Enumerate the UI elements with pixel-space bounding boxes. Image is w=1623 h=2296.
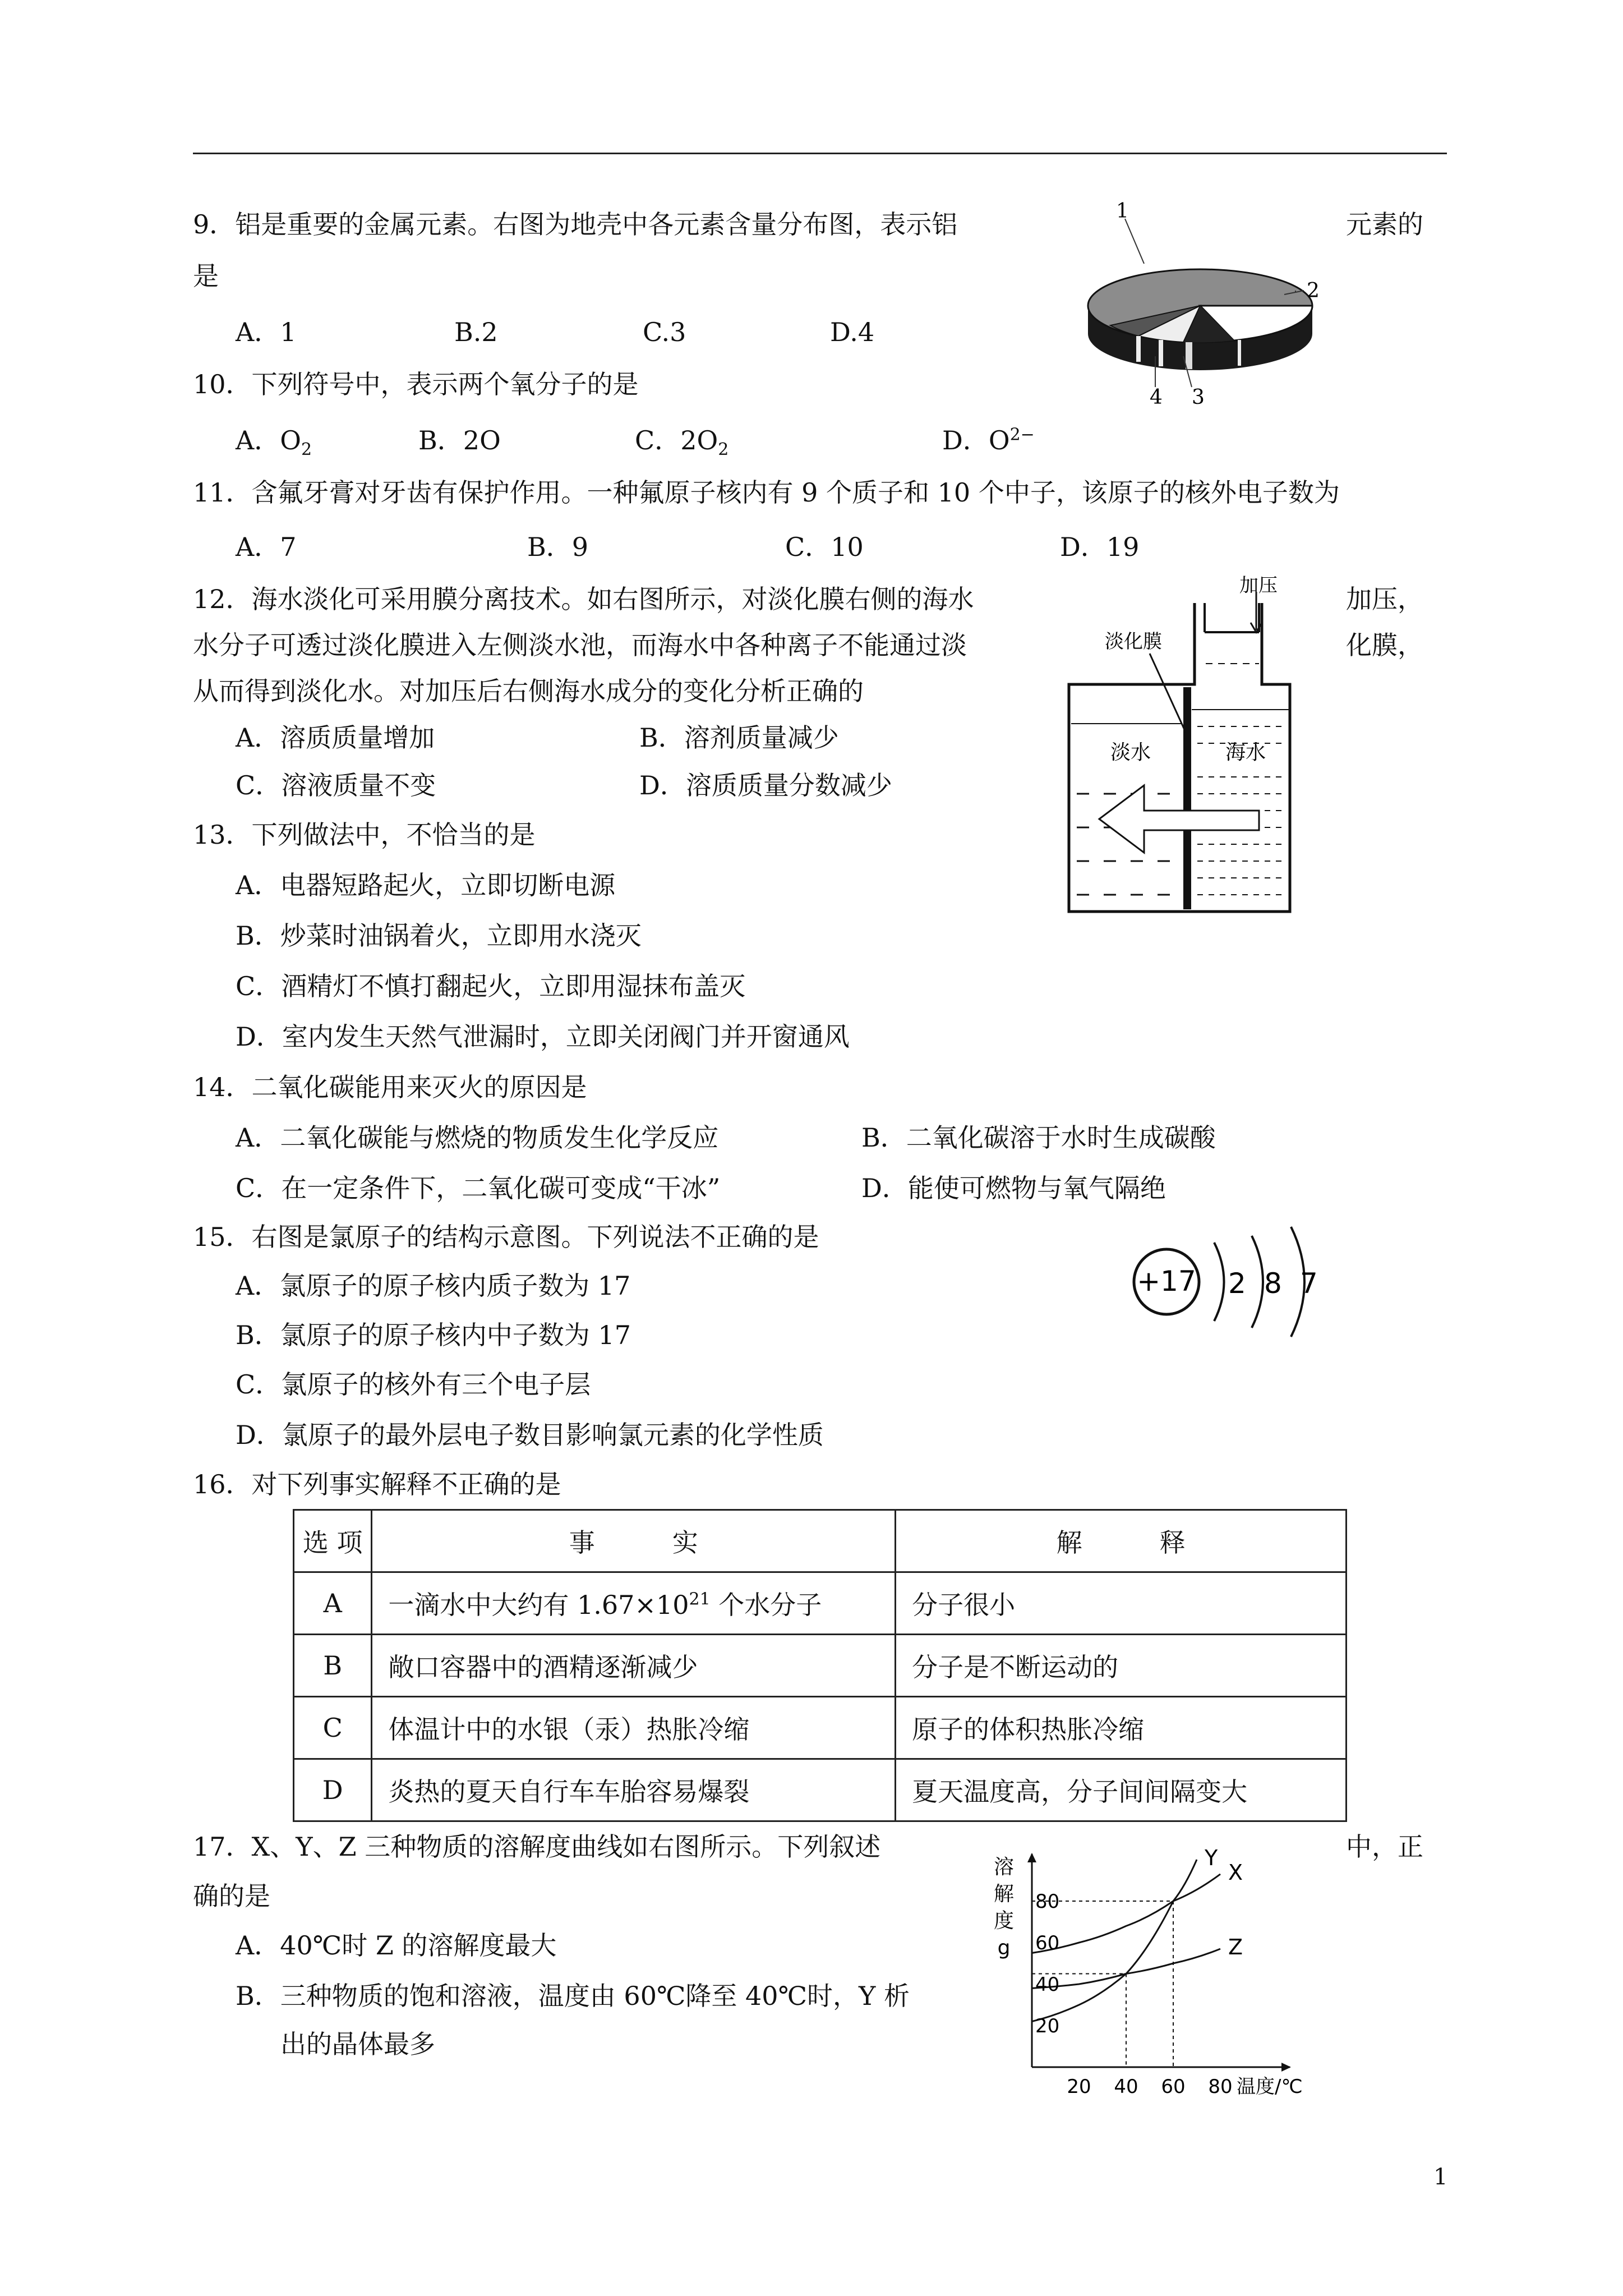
q9-option-d[interactable]: D.4	[830, 317, 875, 347]
desalination-figure	[1066, 569, 1301, 917]
pie-label-3: 3	[1192, 386, 1205, 409]
q12-option-c[interactable]: C．溶液质量不变	[236, 770, 436, 800]
pie-label-2: 2	[1307, 279, 1320, 302]
chlorine-atom-structure-figure	[1127, 1214, 1318, 1349]
label-pressure: 加压	[1239, 574, 1278, 597]
page-number: 1	[1433, 2164, 1448, 2190]
shell-3-electrons: 7	[1300, 1267, 1318, 1300]
header-option: 选 项	[294, 1510, 372, 1572]
row-option: A	[294, 1572, 372, 1635]
q17-stem-line1-end: 中，正	[1346, 1832, 1423, 1862]
q11-option-b[interactable]: B．9	[527, 532, 589, 562]
y-tick-label: 80	[1035, 1890, 1060, 1913]
q12-stem-line1: 12．海水淡化可采用膜分离技术。如右图所示，对淡化膜右侧的海水	[193, 584, 974, 614]
y-label-char: g	[997, 1936, 1011, 1959]
row-explanation: 原子的体积热胀冷缩	[896, 1697, 1347, 1759]
q15-option-d[interactable]: D．氯原子的最外层电子数目影响氯元素的化学性质	[236, 1420, 824, 1450]
row-explanation: 夏天温度高，分子间间隔变大	[896, 1759, 1347, 1821]
y-axis-label	[994, 1856, 1014, 1959]
row-option: B	[294, 1635, 372, 1697]
chart-axes	[1027, 1853, 1291, 2072]
q10-option-c[interactable]: C．$2O_2$	[635, 425, 729, 460]
row-option: C	[294, 1697, 372, 1759]
q9-option-a[interactable]: A．1	[236, 317, 297, 347]
header-explanation: 解 释	[896, 1510, 1347, 1572]
q17-option-a[interactable]: A．40℃时 Z 的溶解度最大	[236, 1930, 557, 1961]
q9-stem-line1-end: 元素的	[1346, 209, 1423, 240]
q10-option-b[interactable]: B．2O	[418, 425, 501, 455]
x-tick-label: 20	[1067, 2076, 1091, 2098]
q11-option-c[interactable]: C．10	[785, 532, 864, 562]
crust-element-pie-figure	[1071, 202, 1329, 409]
q15-option-b[interactable]: B．氯原子的原子核内中子数为 17	[236, 1320, 631, 1350]
series-label-x: X	[1228, 1860, 1243, 1885]
q13-option-c[interactable]: C．酒精灯不慎打翻起火，立即用湿抹布盖灭	[236, 971, 746, 1001]
header-fact: 事 实	[372, 1510, 896, 1572]
y-tick-label: 40	[1035, 1973, 1060, 1996]
q10-option-d[interactable]: D．$O^{2-}$	[942, 425, 1035, 455]
q14-stem: 14．二氧化碳能用来灭火的原因是	[193, 1072, 587, 1102]
x-tick-label: 40	[1114, 2076, 1138, 2098]
q12-option-a[interactable]: A．溶质质量增加	[236, 723, 435, 753]
q12-stem-line2: 水分子可透过淡化膜进入左侧淡水池，而海水中各种离子不能通过淡	[193, 630, 967, 660]
q9-stem-line2: 是	[193, 261, 219, 291]
chart-series	[1032, 1846, 1243, 2022]
x-axis-label: 温度/℃	[1237, 2076, 1303, 2098]
q16-facts-table	[293, 1509, 1347, 1822]
q12-option-b[interactable]: B．溶剂质量减少	[639, 723, 839, 753]
table-row[interactable]	[294, 1572, 1347, 1635]
table-row[interactable]	[294, 1635, 1347, 1697]
solubility-curve-chart	[987, 1846, 1312, 2104]
pie-label-4: 4	[1150, 386, 1163, 409]
q9-option-b[interactable]: B.2	[454, 317, 498, 347]
row-fact: 一滴水中大约有 $1.67\times 10^{21}$ 个水分子	[372, 1572, 896, 1635]
row-option: D	[294, 1759, 372, 1821]
y-label-char: 解	[993, 1883, 1015, 1906]
q13-option-a[interactable]: A．电器短路起火，立即切断电源	[236, 870, 616, 900]
table-header-row	[294, 1510, 1347, 1572]
series-line-x	[1032, 1874, 1220, 1953]
series-label-z: Z	[1228, 1935, 1243, 1960]
label-membrane: 淡化膜	[1105, 631, 1162, 653]
q14-option-c[interactable]: C．在一定条件下，二氧化碳可变成“干冰”	[236, 1173, 721, 1203]
q14-option-d[interactable]: D．能使可燃物与氧气隔绝	[861, 1173, 1166, 1203]
q12-stem-line3: 从而得到淡化水。对加压后右侧海水成分的变化分析正确的	[193, 676, 864, 706]
x-tick-label: 60	[1161, 2076, 1186, 2098]
q11-stem: 11．含氟牙膏对牙齿有保护作用。一种氟原子核内有 9 个质子和 10 个中子，该原子的核外电子数为	[193, 477, 1340, 508]
q16-stem: 16．对下列事实解释不正确的是	[193, 1469, 561, 1499]
q17-option-b[interactable]: B．三种物质的饱和溶液，温度由 60℃降至 40℃时，Y 析	[236, 1981, 910, 2011]
row-fact: 敞口容器中的酒精逐渐减少	[372, 1635, 896, 1697]
row-fact: 体温计中的水银（汞）热胀冷缩	[372, 1697, 896, 1759]
x-axis-arrow	[1281, 2063, 1291, 2072]
q12-stem-line1-end: 加压，	[1346, 584, 1423, 614]
q14-option-a[interactable]: A．二氧化碳能与燃烧的物质发生化学反应	[236, 1122, 719, 1153]
row-explanation: 分子是不断运动的	[896, 1635, 1347, 1697]
q15-stem: 15．右图是氯原子的结构示意图。下列说法不正确的是	[193, 1222, 819, 1252]
y-tick-label: 60	[1035, 1932, 1060, 1954]
q17-stem-line2: 确的是	[193, 1881, 270, 1911]
shell-1-electrons: 2	[1228, 1267, 1246, 1300]
y-axis-arrow	[1027, 1853, 1036, 1862]
row-explanation: 分子很小	[896, 1572, 1347, 1635]
q10-stem: 10．下列符号中，表示两个氧分子的是	[193, 369, 639, 399]
shell-2-electrons: 8	[1264, 1267, 1282, 1300]
q13-option-b[interactable]: B．炒菜时油锅着火，立即用水浇灭	[236, 921, 642, 951]
series-label-y: Y	[1205, 1846, 1218, 1870]
q12-stem-line2-end: 化膜，	[1346, 630, 1423, 660]
q14-option-b[interactable]: B．二氧化碳溶于水时生成碳酸	[861, 1122, 1216, 1153]
pie-label-1: 1	[1116, 202, 1129, 223]
q13-option-d[interactable]: D．室内发生天然气泄漏时，立即关闭阀门并开窗通风	[236, 1022, 850, 1052]
q15-option-c[interactable]: C．氯原子的核外有三个电子层	[236, 1369, 591, 1400]
q12-option-d[interactable]: D．溶质质量分数减少	[639, 770, 892, 800]
label-sea-water: 海水	[1225, 741, 1266, 764]
nucleus-charge: +17	[1137, 1265, 1196, 1297]
q13-stem: 13．下列做法中，不恰当的是	[193, 820, 536, 850]
row-fact: 炎热的夏天自行车车胎容易爆裂	[372, 1759, 896, 1821]
q17-option-b-cont: 出的晶体最多	[280, 2029, 435, 2059]
q15-option-a[interactable]: A．氯原子的原子核内质子数为 17	[236, 1271, 631, 1301]
q11-option-a[interactable]: A．7	[236, 532, 297, 562]
table-row[interactable]	[294, 1697, 1347, 1759]
y-tick-label: 20	[1035, 2015, 1060, 2037]
table-row[interactable]	[294, 1759, 1347, 1821]
x-tick-label: 80	[1208, 2076, 1233, 2098]
y-label-char: 溶	[993, 1856, 1015, 1879]
header-rule	[193, 153, 1447, 154]
y-label-char: 度	[993, 1910, 1015, 1932]
q9-option-c[interactable]: C.3	[643, 317, 686, 347]
q10-option-a[interactable]: A．$O_2$	[236, 425, 312, 460]
q11-option-d[interactable]: D．19	[1060, 532, 1140, 562]
q9-stem-line1: 9．铝是重要的金属元素。右图为地壳中各元素含量分布图，表示铝	[193, 209, 958, 240]
label-fresh-water: 淡水	[1110, 741, 1151, 764]
q17-stem-line1: 17．X、Y、Z 三种物质的溶解度曲线如右图所示。下列叙述	[193, 1832, 881, 1862]
